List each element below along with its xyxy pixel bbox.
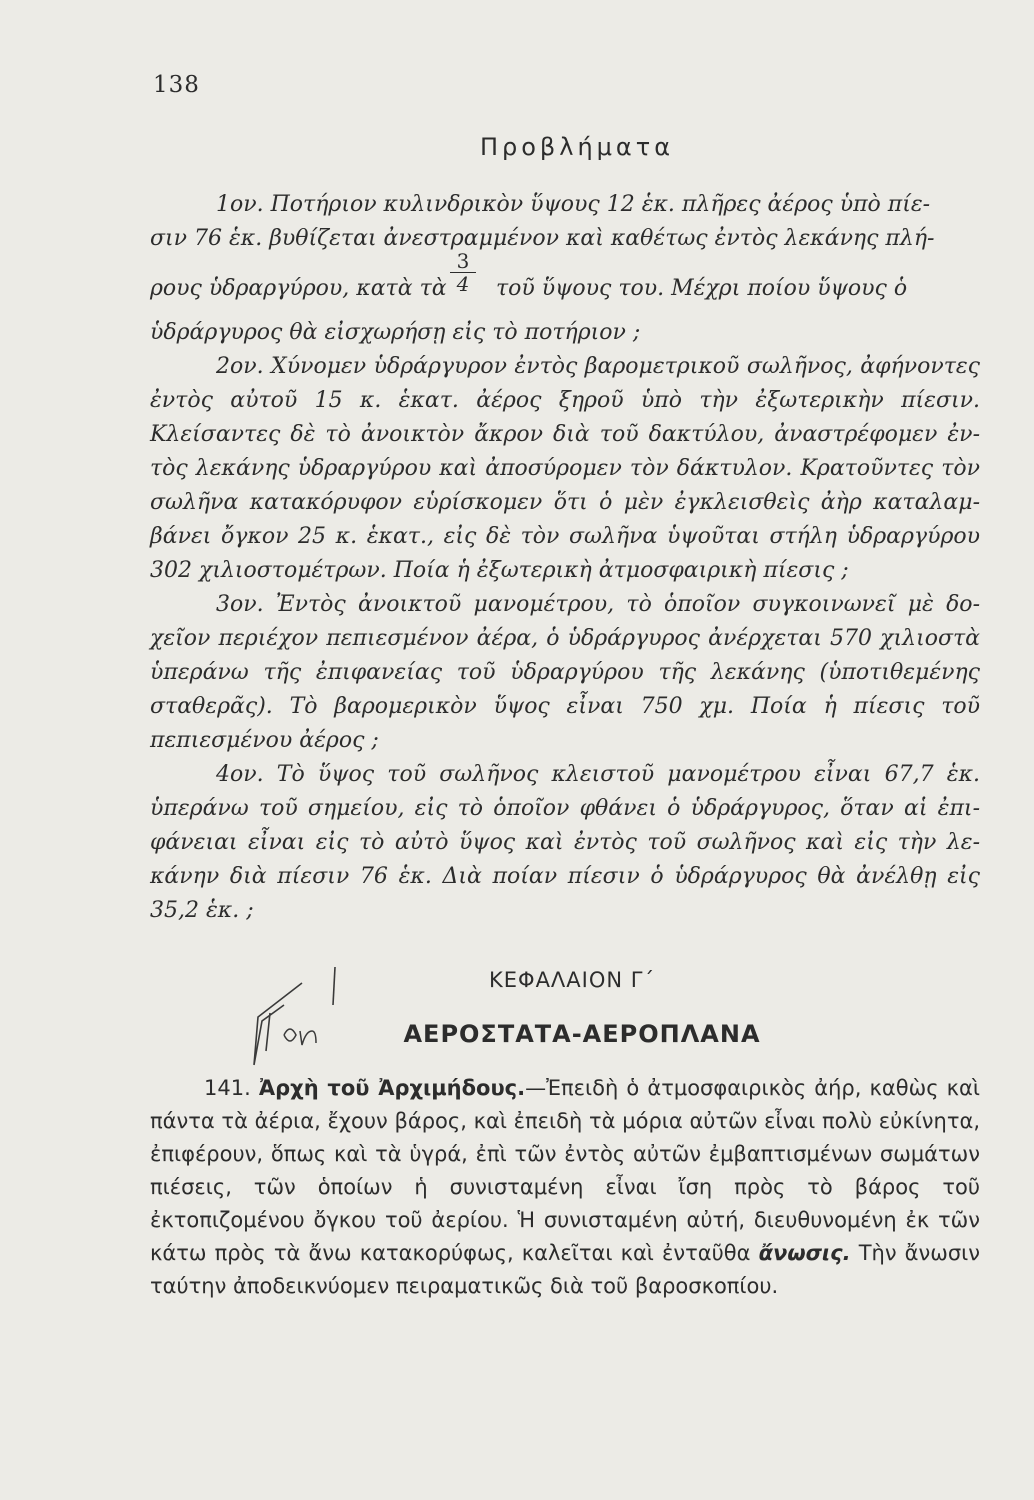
problem-2: 2ον. Χύνομεν ὑδράργυρον ἐντὸς βαρομετρικοῦ σωλῆνος, ἀφήνοντες ἐντὸς αὐτοῦ 15 κ. ἑκατ. ἀέρος ξηροῦ ὑπὸ τὴν ἐξωτερικὴν πίεσιν. Κλείσαντες δὲ τὸ ἀνοικτὸν ἄκρον διὰ τοῦ δακτύλου, ἀναστρέφομεν ἐντὸς λεκάνης ὑδραργύρου καὶ ἀποσύρομεν τὸν δάκτυλον. Κρατοῦντες τὸν σωλῆνα κατακόρυφον εὑρίσκομεν ὅτι ὁ μὲν ἐγκλεισθεὶς ἀὴρ καταλαμβάνει ὄγκον 25 κ. ἑκατ., εἰς δὲ τὸν σωλῆνα ὑψοῦται στήλη ὑδραργύρου 302 χιλιοστομέτρων. Ποία ἡ ἐξωτερικὴ ἀτμοσφαιρικὴ πίεσις ; <box>150 354 980 583</box>
page-number: 138 <box>153 72 200 98</box>
chapter-title: ΑΕΡΟΣΤΑΤΑ-ΑΕΡΟΠΛΑΝΑ <box>403 1020 761 1048</box>
problem-1-line-2: σιν 76 ἑκ. βυθίζεται ἀνεστραμμένον καὶ καθέτως ἐντὸς λεκάνης πλή- <box>150 226 935 251</box>
section-heading: Προβλήματα <box>479 133 675 161</box>
fraction-numerator: 3 <box>450 250 476 273</box>
problem-1-before-fraction: ρους ὑδραργύρου, κατὰ τὰ <box>150 276 447 301</box>
emphasis-term: ἄνωσις. <box>758 1241 851 1265</box>
fraction-denominator: 4 <box>456 272 470 296</box>
section-141-paragraph <box>150 1072 980 1303</box>
fraction-three-quarters <box>450 250 476 295</box>
section-title: Ἀρχὴ τοῦ Ἀρχιμήδους. <box>258 1076 526 1100</box>
section-number: 141. <box>204 1076 251 1100</box>
problem-1-after-fraction: τοῦ ὕψους του. Μέχρι ποίου ὕψους ὁ <box>496 276 908 301</box>
section-text-after: Τὴν ἄνωσιν ταύτην ἀποδεικνύομεν πειραματικῶς διὰ τοῦ βαροσκοπίου. <box>150 1241 980 1298</box>
chapter-label: ΚΕΦΑΛΑΙΟΝ Γ΄ <box>489 968 655 992</box>
problem-3: 3ον. Ἐντὸς ἀνοικτοῦ μανομέτρου, τὸ ὁποῖον συγκοινωνεῖ μὲ δοχεῖον περιέχον πεπιεσμένον ἀέρα, ὁ ὑδράργυρος ἀνέρχεται 570 χιλιοστὰ ὑπεράνω τῆς ἐπιφανείας τοῦ ὑδραργύρου τῆς λεκάνης (ὑποτιθεμένης σταθερᾶς). Τὸ βαρομερικὸν ὕψος εἶναι 750 χμ. Ποία ἡ πίεσις τοῦ πεπιεσμένου ἀέρος ; <box>150 592 980 753</box>
section-141 <box>150 1072 980 1303</box>
problem-1-line-1: 1ον. Ποτήριον κυλινδρικὸν ὕψους 12 ἑκ. πλῆρες ἀέρος ὑπὸ πίε- <box>216 192 931 217</box>
problem-1-fraction-line <box>150 249 980 316</box>
problem-1-line-4: ὑδράργυρος θὰ εἰσχωρήσῃ εἰς τὸ ποτήριον ; <box>150 320 641 345</box>
problems-list <box>150 188 980 928</box>
problem-4: 4ον. Τὸ ὕψος τοῦ σωλῆνος κλειστοῦ μανομέτρου εἶναι 67,7 ἑκ. ὑπεράνω τοῦ σημείου, εἰς τὸ ὁποῖον φθάνει ὁ ὑδράργυρος, ὅταν αἱ ἐπιφάνειαι εἶναι εἰς τὸ αὐτὸ ὕψος καὶ ἐντὸς τοῦ σωλῆνος καὶ εἰς τὴν λεκάνην διὰ πίεσιν 76 ἑκ. Διὰ ποίαν πίεσιν ὁ ὑδράργυρος θὰ ἀνέλθῃ εἰς 35,2 ἑκ. ; <box>150 762 980 923</box>
section-text-before: —Ἐπειδὴ ὁ ἀτμοσφαιρικὸς ἀήρ, καθὼς καὶ πάντα τὰ ἀέρια, ἔχουν βάρος, καὶ ἐπειδὴ τὰ μόρια αὐτῶν εἶναι πολὺ εὐκίνητα, ἐπιφέρουν, ὅπως καὶ τὰ ὑγρά, ἐπὶ τῶν ἐντὸς αὐτῶν ἐμβαπτισμένων σωμάτων πιέσεις, τῶν ὁποίων ἡ συνισταμένη εἶναι ἴση πρὸς τὸ βάρος τοῦ ἐκτοπιζομένου ὄγκου τοῦ ἀερίου. Ἡ συνισταμένη αὐτή, διευθυνομένη ἐκ τῶν κάτω πρὸς τὰ ἄνω κατακορύφως, καλεῖται καὶ ἐνταῦθα <box>150 1076 980 1265</box>
